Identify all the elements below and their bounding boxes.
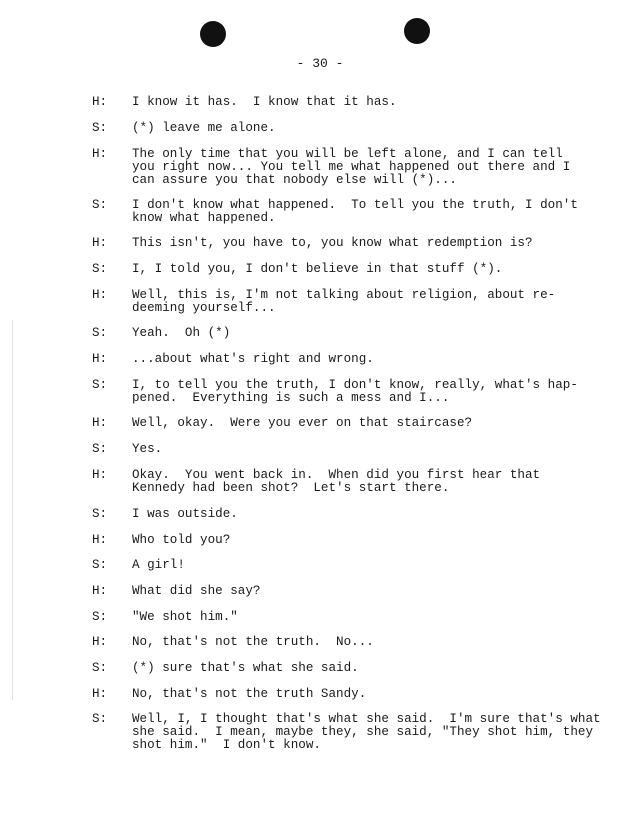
speaker-label: H:: [92, 95, 108, 109]
utterance-text: I, I told you, I don't believe in that stuff (*).: [132, 262, 503, 276]
utterance-text: Yes.: [132, 442, 163, 456]
utterance-text: Okay. You went back in. When did you first hear that Kennedy had been shot? Let's start there.: [132, 468, 541, 495]
speaker-label: H:: [92, 147, 108, 161]
utterance-text: Well, I, I thought that's what she said. I'm sure that's what she said. I mean, maybe they, she said, "They shot him, they shot him." I don't know.: [132, 712, 601, 752]
utterance-text: This isn't, you have to, you know what redemption is?: [132, 236, 533, 250]
speaker-label: S:: [92, 442, 108, 456]
utterance-text: What did she say?: [132, 584, 261, 598]
utterance-text: A girl!: [132, 558, 185, 572]
utterance-text: I know it has. I know that it has.: [132, 95, 397, 109]
speaker-label: H:: [92, 288, 108, 302]
speaker-label: H:: [92, 352, 108, 366]
utterance-text: I was outside.: [132, 507, 238, 521]
utterance-text: The only time that you will be left alone, and I can tell you right now... You tell me what happened out there and I can assure you that nobody else will (*)...: [132, 147, 571, 187]
utterance-text: (*) sure that's what she said.: [132, 661, 359, 675]
utterance-text: Yeah. Oh (*): [132, 326, 231, 340]
speaker-label: H:: [92, 584, 108, 598]
speaker-label: S:: [92, 198, 108, 212]
speaker-label: S:: [92, 712, 108, 726]
speaker-label: S:: [92, 610, 108, 624]
speaker-label: S:: [92, 507, 108, 521]
utterance-text: (*) leave me alone.: [132, 121, 276, 135]
speaker-label: S:: [92, 121, 108, 135]
speaker-label: H:: [92, 468, 108, 482]
speaker-label: H:: [92, 416, 108, 430]
page-number: - 30 -: [296, 56, 344, 71]
speaker-label: H:: [92, 236, 108, 250]
utterance-text: ...about what's right and wrong.: [132, 352, 374, 366]
utterance-text: Well, this is, I'm not talking about religion, about re- deeming yourself...: [132, 288, 556, 315]
speaker-label: S:: [92, 262, 108, 276]
speaker-label: S:: [92, 558, 108, 572]
speaker-label: H:: [92, 687, 108, 701]
speaker-label: S:: [92, 378, 108, 392]
utterance-text: Well, okay. Were you ever on that staircase?: [132, 416, 473, 430]
speaker-label: H:: [92, 533, 108, 547]
speaker-label: H:: [92, 635, 108, 649]
utterance-text: I, to tell you the truth, I don't know, really, what's hap- pened. Everything is such a mess and I...: [132, 378, 578, 405]
utterance-text: I don't know what happened. To tell you the truth, I don't know what happened.: [132, 198, 578, 225]
utterance-text: No, that's not the truth Sandy.: [132, 687, 367, 701]
utterance-text: Who told you?: [132, 533, 231, 547]
utterance-text: No, that's not the truth. No...: [132, 635, 374, 649]
utterance-text: "We shot him.": [132, 610, 238, 624]
speaker-label: S:: [92, 326, 108, 340]
speaker-label: S:: [92, 661, 108, 675]
